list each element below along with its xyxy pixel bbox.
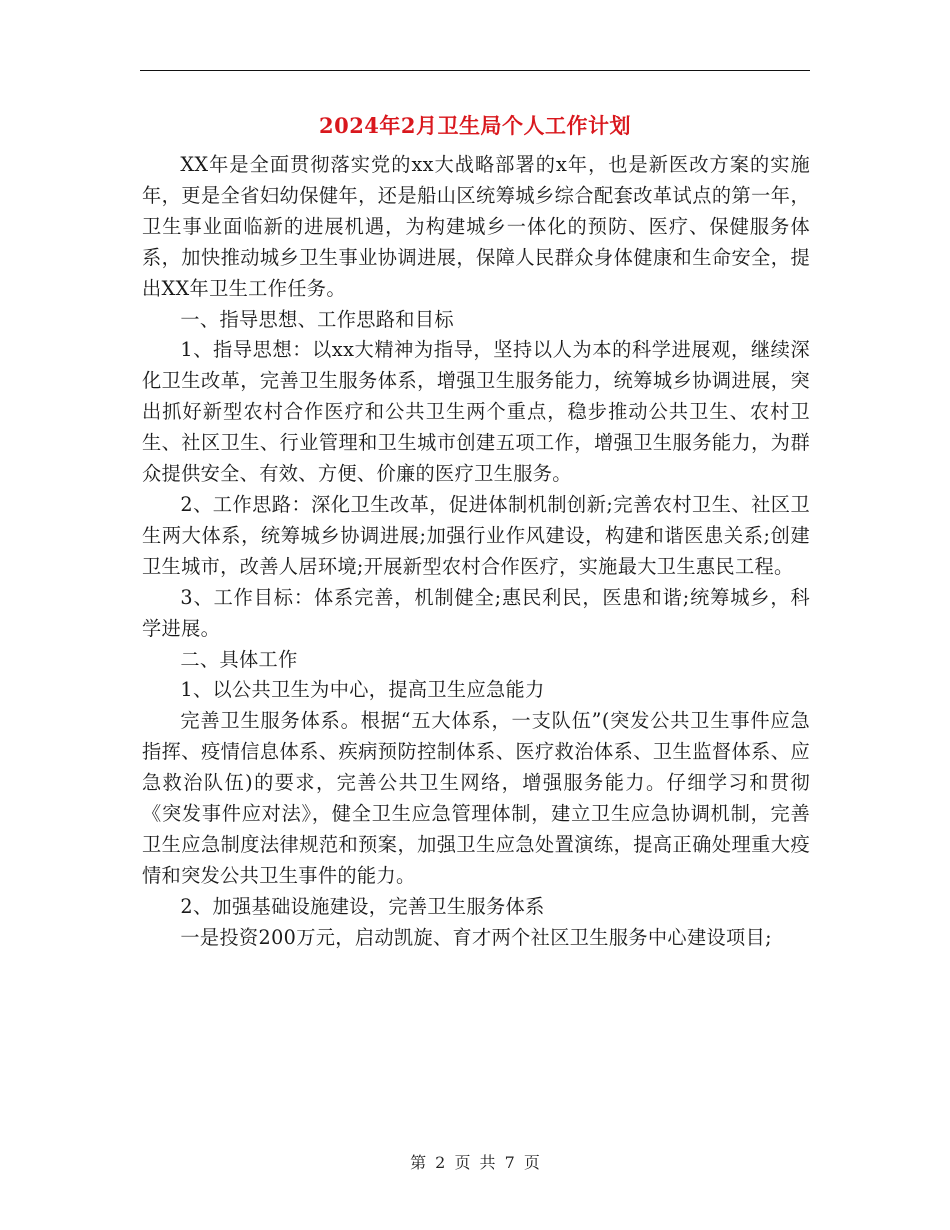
header-rule bbox=[140, 70, 810, 71]
document-title: 2024年2月卫生局个人工作计划 bbox=[318, 113, 632, 138]
page-number: 第 2 页 共 7 页 bbox=[410, 1153, 540, 1172]
paragraph-investment: 一是投资200万元，启动凯旋、育才两个社区卫生服务中心建设项目; bbox=[180, 925, 772, 949]
paragraph-work-approach: 2、工作思路：深化卫生改革，促进体制机制创新;完善农村卫生、社区卫生两大体系，统筹城乡协调进展;加强行业作风建设，构建和谐医患关系;创建卫生城市，改善人居环境;开展新型农村合作医疗，实施最大卫生惠民工程。 bbox=[142, 492, 810, 578]
subheading-infrastructure: 2、加强基础设施建设，完善卫生服务体系 bbox=[180, 894, 545, 918]
section-heading-2: 二、具体工作 bbox=[180, 647, 298, 671]
section-heading-1: 一、指导思想、工作思路和目标 bbox=[180, 307, 454, 331]
paragraph-guiding-thought: 1、指导思想：以xx大精神为指导，坚持以人为本的科学进展观，继续深化卫生改革，完善卫生服务体系，增强卫生服务能力，统筹城乡协调进展，突出抓好新型农村合作医疗和公共卫生两个重点，稳步推动公共卫生、农村卫生、社区卫生、行业管理和卫生城市创建五项工作，增强卫生服务能力，为群众提供安全、有效、方便、价廉的医疗卫生服务。 bbox=[142, 338, 810, 486]
subheading-public-health: 1、以公共卫生为中心，提高卫生应急能力 bbox=[180, 678, 545, 702]
paragraph-service-system: 完善卫生服务体系。根据“五大体系，一支队伍”(突发公共卫生事件应急指挥、疫情信息体系、疾病预防控制体系、医疗救治体系、卫生监督体系、应急救治队伍)的要求，完善公共卫生网络，增强服务能力。仔细学习和贯彻《突发事件应对法》，健全卫生应急管理体制，建立卫生应急协调机制，完善卫生应急制度法律规范和预案，加强卫生应急处置演练，提高正确处理重大疫情和突发公共卫生事件的能力。 bbox=[142, 709, 810, 887]
paragraph-work-goals: 3、工作目标：体系完善，机制健全;惠民利民，医患和谐;统筹城乡，科学进展。 bbox=[142, 585, 810, 640]
document-body bbox=[142, 150, 810, 954]
paragraph-intro: XX年是全面贯彻落实党的xx大战略部署的x年，也是新医改方案的实施年，更是全省妇幼保健年，还是船山区统筹城乡综合配套改革试点的第一年，卫生事业面临新的进展机遇，为构建城乡一体化的预防、医疗、保健服务体系，加快推动城乡卫生事业协调进展，保障人民群众身体健康和生命安全，提出XX年卫生工作任务。 bbox=[142, 153, 810, 300]
